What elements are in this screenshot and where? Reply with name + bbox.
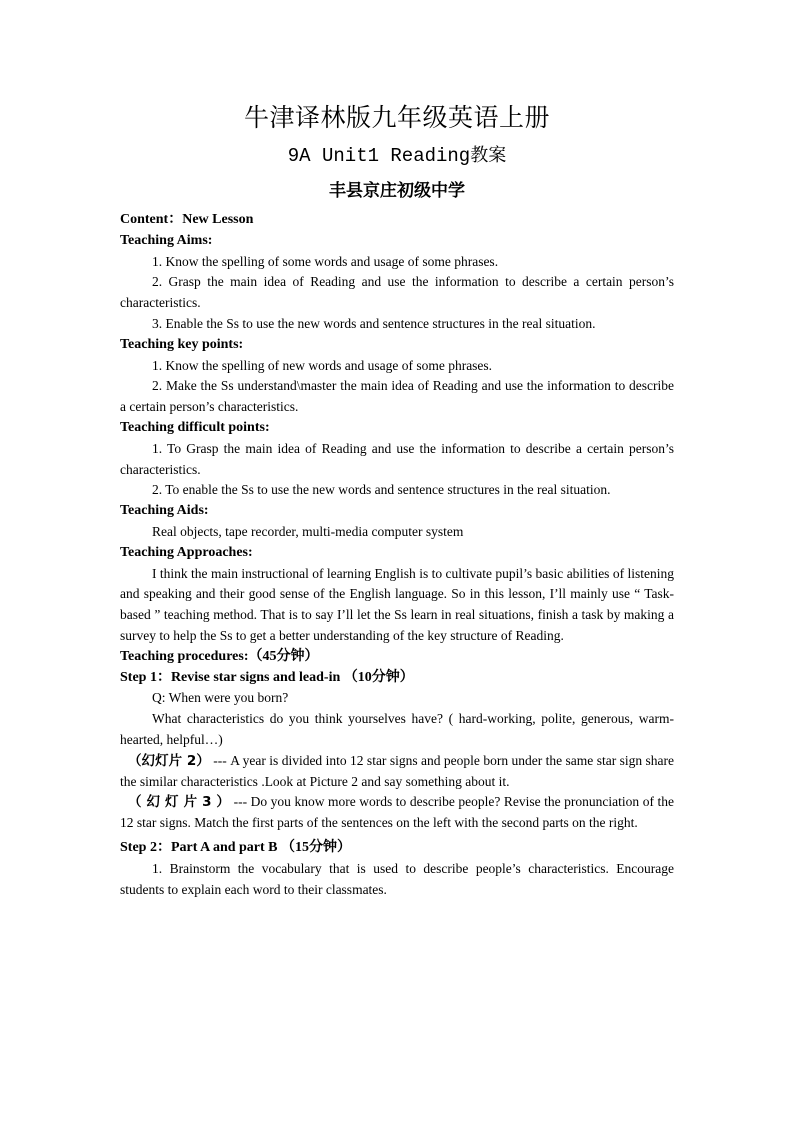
step-2-item-1: 1. Brainstorm the vocabulary that is used to describe people’s characteristics. Encourage students to explain each word to their classmates. bbox=[120, 860, 674, 897]
step-1-question: Q: When were you born? bbox=[152, 690, 289, 706]
document-page bbox=[120, 100, 674, 900]
content-label: Content：New Lesson bbox=[120, 212, 254, 227]
aims-item-3: 3. Enable the Ss to use the new words and sentence structures in the real situation. bbox=[152, 315, 596, 331]
school-name: 丰县京庄初级中学 bbox=[329, 181, 465, 201]
step-1-heading: Step 1：Revise star signs and lead-in （10分钟） bbox=[120, 669, 414, 685]
aims-item-1: 1. Know the spelling of some words and usage of some phrases. bbox=[152, 253, 499, 269]
subtitle-code: 9A Unit1 Reading bbox=[287, 145, 471, 167]
step-1-characteristics: What characteristics do you think yourselves have? ( hard-working, polite, generous, warm-hearted, helpful…) bbox=[120, 711, 674, 747]
teaching-aids-text: Real objects, tape recorder, multi-media computer system bbox=[152, 523, 464, 539]
step-1-slide-3 bbox=[120, 792, 674, 834]
document-subtitle bbox=[120, 142, 674, 170]
difficult-points-heading: Teaching difficult points: bbox=[120, 419, 270, 435]
aims-item-2: 2. Grasp the main idea of Reading and use the information to describe a certain person’s characteristics. bbox=[120, 274, 674, 311]
teaching-aims-heading: Teaching Aims: bbox=[120, 232, 213, 248]
slide-2-text: --- A year is divided into 12 star signs and people born under the same star sign share the similar characteristics .Look at Picture 2 and say something about it. bbox=[120, 752, 675, 789]
subtitle-cn: 教案 bbox=[470, 145, 507, 166]
key-points-item-1: 1. Know the spelling of new words and usage of some phrases. bbox=[152, 357, 493, 373]
key-points-heading: Teaching key points: bbox=[120, 336, 244, 352]
teaching-approaches-text: I think the main instructional of learning English is to cultivate pupil’s basic abilities of listening and speaking and their good sense of the English language. So in this lesson, I’ll mainly use “ Task- based ” teaching method. That is to say I’ll let the Ss learn in real situations, finish a task by making a survey to help the Ss to get a better understanding of the key structure of Reading. bbox=[120, 565, 674, 643]
teaching-approaches-heading: Teaching Approaches: bbox=[120, 544, 253, 560]
slide-2-label: （幻灯片 2） bbox=[128, 752, 210, 769]
teaching-aids-heading: Teaching Aids: bbox=[120, 503, 209, 519]
difficult-points-item-1: 1. To Grasp the main idea of Reading and use the information to describe a certain person’s characteristics. bbox=[120, 440, 674, 477]
step-2-heading: Step 2：Part A and part B （15分钟） bbox=[120, 839, 352, 855]
slide-3-label: （ 幻 灯 片 3 ） bbox=[128, 794, 231, 811]
key-points-item-2: 2. Make the Ss understand\master the main idea of Reading and use the information to describe a certain person’s characteristics. bbox=[120, 378, 674, 415]
step-1-slide-2 bbox=[120, 751, 674, 793]
document-title: 牛津译林版九年级英语上册 bbox=[243, 103, 550, 132]
teaching-procedures-heading: Teaching procedures:（45分钟） bbox=[120, 648, 319, 664]
slide-3-text: --- Do you know more words to describe people? Revise the pronunciation of the 12 star signs. Match the first parts of the sentences on the left with the second parts on the right. bbox=[120, 794, 674, 831]
difficult-points-item-2: 2. To enable the Ss to use the new words and sentence structures in the real situation. bbox=[152, 482, 611, 498]
